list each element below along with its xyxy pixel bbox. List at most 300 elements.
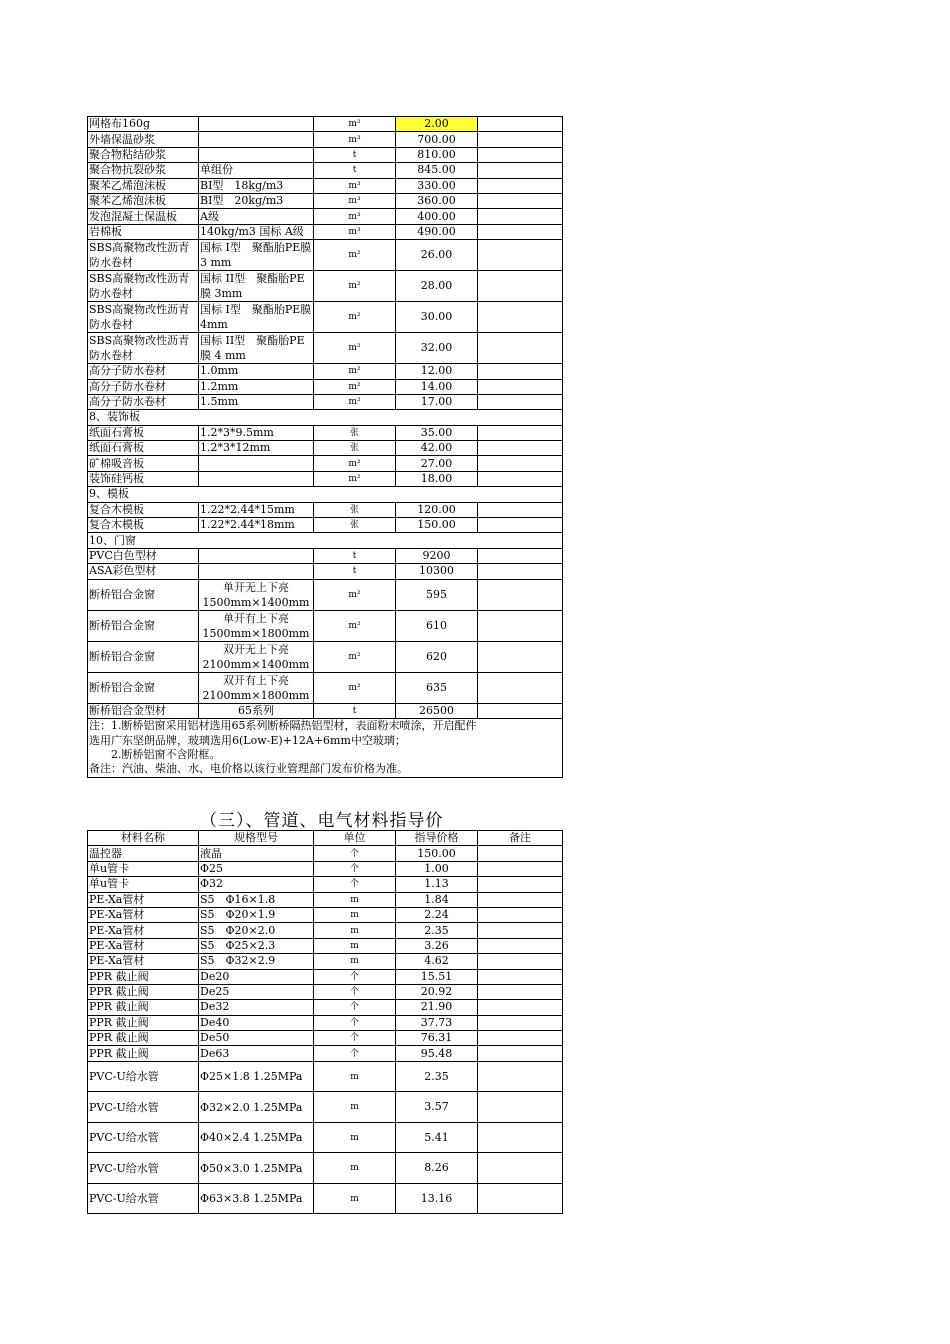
note-text: 2.断桥铝窗不含附框。: [88, 748, 563, 762]
cell-unit: m³: [314, 132, 396, 147]
cell-remark: [478, 1061, 563, 1092]
cell-spec: Φ32: [199, 877, 314, 892]
cell-remark: [478, 333, 563, 364]
cell-remark: [478, 564, 563, 579]
cell-spec: [199, 456, 314, 471]
header-price: 指导价格: [396, 831, 478, 846]
cell-name: SBS高聚物改性沥青防水卷材: [88, 271, 199, 302]
cell-spec: S5 Φ25×2.3: [199, 938, 314, 953]
cell-name: 发泡混凝土保温板: [88, 209, 199, 224]
cell-spec: Φ32×2.0 1.25MPa: [199, 1092, 314, 1123]
cell-unit: m: [314, 1122, 396, 1153]
cell-unit: t: [314, 703, 396, 718]
cell-unit: m: [314, 1183, 396, 1214]
header-spec: 规格型号: [199, 831, 314, 846]
cell-name: 聚苯乙烯泡沫板: [88, 193, 199, 208]
section-heading-row: [88, 533, 563, 548]
cell-name: PPR 截止阀: [88, 1046, 199, 1061]
cell-name: 断桥铝合金窗: [88, 579, 199, 610]
table-row: [88, 1031, 563, 1046]
table-row: [88, 564, 563, 579]
table-row: [88, 518, 563, 533]
cell-price: 2.35: [396, 1061, 478, 1092]
cell-price: 14.00: [396, 379, 478, 394]
cell-unit: 个: [314, 861, 396, 876]
table-row: [88, 379, 563, 394]
cell-spec: 1.2mm: [199, 379, 314, 394]
cell-spec: Φ25: [199, 861, 314, 876]
cell-price: 120.00: [396, 502, 478, 517]
cell-name: 纸面石膏板: [88, 425, 199, 440]
cell-price: 37.73: [396, 1015, 478, 1030]
table-row: [88, 846, 563, 861]
cell-price: 8.26: [396, 1153, 478, 1184]
cell-remark: [478, 938, 563, 953]
note-row: [88, 718, 563, 733]
table-row: [88, 456, 563, 471]
table-row: [88, 178, 563, 193]
cell-remark: [478, 1153, 563, 1184]
section-title: （三）、管道、电气材料指导价: [200, 811, 444, 831]
cell-name: PPR 截止阀: [88, 1015, 199, 1030]
cell-spec: De63: [199, 1046, 314, 1061]
table-row: [88, 147, 563, 162]
cell-spec: Φ50×3.0 1.25MPa: [199, 1153, 314, 1184]
cell-spec: [199, 564, 314, 579]
cell-unit: 个: [314, 1000, 396, 1015]
table-row: [88, 441, 563, 456]
cell-price: 700.00: [396, 132, 478, 147]
cell-price: 30.00: [396, 302, 478, 333]
section-heading: 9、模板: [88, 487, 563, 502]
table-row: [88, 672, 563, 703]
cell-name: SBS高聚物改性沥青防水卷材: [88, 302, 199, 333]
cell-price: 620: [396, 641, 478, 672]
cell-name: PPR 截止阀: [88, 1031, 199, 1046]
table-row: [88, 1000, 563, 1015]
note-text: 备注：汽油、柴油、水、电价格以该行业管理部门发布价格为准。: [88, 762, 563, 777]
cell-remark: [478, 117, 563, 132]
cell-price: 1.00: [396, 861, 478, 876]
cell-price: 2.24: [396, 907, 478, 922]
header-row: [88, 831, 563, 846]
cell-remark: [478, 1092, 563, 1123]
cell-unit: 个: [314, 984, 396, 999]
cell-spec: De32: [199, 1000, 314, 1015]
cell-unit: m²: [314, 471, 396, 486]
table-row: [88, 1046, 563, 1061]
cell-unit: m²: [314, 240, 396, 271]
cell-spec: 1.2*3*9.5mm: [199, 425, 314, 440]
cell-unit: m: [314, 1061, 396, 1092]
cell-price: 17.00: [396, 394, 478, 409]
table-row: [88, 163, 563, 178]
table-row: [88, 1061, 563, 1092]
cell-unit: m²: [314, 579, 396, 610]
cell-spec: De50: [199, 1031, 314, 1046]
cell-remark: [478, 224, 563, 239]
table-row: [88, 425, 563, 440]
table-row: [88, 907, 563, 922]
cell-name: 聚合物粘结砂浆: [88, 147, 199, 162]
cell-unit: m²: [314, 379, 396, 394]
cell-spec: Φ25×1.8 1.25MPa: [199, 1061, 314, 1092]
table-row: [88, 471, 563, 486]
cell-name: PE-Xa管材: [88, 923, 199, 938]
cell-remark: [478, 302, 563, 333]
cell-spec: 1.5mm: [199, 394, 314, 409]
cell-name: PVC-U给水管: [88, 1122, 199, 1153]
table-row: [88, 579, 563, 610]
cell-remark: [478, 163, 563, 178]
cell-unit: m: [314, 938, 396, 953]
cell-remark: [478, 984, 563, 999]
cell-unit: m²: [314, 364, 396, 379]
cell-price: 13.16: [396, 1183, 478, 1214]
cell-remark: [478, 907, 563, 922]
cell-unit: t: [314, 163, 396, 178]
cell-price: 42.00: [396, 441, 478, 456]
cell-remark: [478, 147, 563, 162]
table-row: [88, 548, 563, 563]
header-name: 材料名称: [88, 831, 199, 846]
cell-name: 高分子防水卷材: [88, 379, 199, 394]
cell-unit: 张: [314, 518, 396, 533]
cell-price: 26.00: [396, 240, 478, 271]
cell-remark: [478, 209, 563, 224]
table-row: [88, 224, 563, 239]
cell-unit: m²: [314, 672, 396, 703]
cell-spec: BI型 18kg/m3: [199, 178, 314, 193]
cell-price: 1.84: [396, 892, 478, 907]
note-row: [88, 762, 563, 777]
cell-unit: 个: [314, 846, 396, 861]
cell-name: PE-Xa管材: [88, 938, 199, 953]
cell-name: PVC-U给水管: [88, 1092, 199, 1123]
cell-name: PVC-U给水管: [88, 1183, 199, 1214]
cell-name: PE-Xa管材: [88, 907, 199, 922]
table-row: [88, 954, 563, 969]
cell-remark: [478, 877, 563, 892]
table-row: [88, 1092, 563, 1123]
cell-price: 490.00: [396, 224, 478, 239]
cell-name: 断桥铝合金窗: [88, 672, 199, 703]
cell-price: 35.00: [396, 425, 478, 440]
cell-spec: 双开无上下亮 2100mm×1400mm: [199, 641, 314, 672]
cell-spec: 液晶: [199, 846, 314, 861]
cell-name: PE-Xa管材: [88, 954, 199, 969]
cell-spec: 1.22*2.44*15mm: [199, 502, 314, 517]
cell-name: 岩棉板: [88, 224, 199, 239]
cell-spec: S5 Φ32×2.9: [199, 954, 314, 969]
cell-remark: [478, 240, 563, 271]
cell-unit: m²: [314, 456, 396, 471]
table-row: [88, 1015, 563, 1030]
section-heading: 10、门窗: [88, 533, 563, 548]
cell-price: 18.00: [396, 471, 478, 486]
cell-name: 断桥铝合金窗: [88, 610, 199, 641]
cell-unit: t: [314, 147, 396, 162]
cell-name: PPR 截止阀: [88, 969, 199, 984]
table-row: [88, 209, 563, 224]
cell-unit: m³: [314, 224, 396, 239]
cell-price: 95.48: [396, 1046, 478, 1061]
cell-spec: 1.2*3*12mm: [199, 441, 314, 456]
cell-name: 复合木模板: [88, 502, 199, 517]
cell-remark: [478, 441, 563, 456]
cell-unit: 个: [314, 877, 396, 892]
table-row: [88, 302, 563, 333]
materials-table-1: [87, 116, 563, 778]
table-row: [88, 240, 563, 271]
cell-spec: De40: [199, 1015, 314, 1030]
cell-remark: [478, 579, 563, 610]
cell-remark: [478, 861, 563, 876]
cell-price: 32.00: [396, 333, 478, 364]
cell-remark: [478, 1031, 563, 1046]
cell-remark: [478, 1122, 563, 1153]
cell-remark: [478, 1046, 563, 1061]
cell-price: 3.26: [396, 938, 478, 953]
cell-unit: m³: [314, 178, 396, 193]
cell-name: 断桥铝合金型材: [88, 703, 199, 718]
cell-remark: [478, 954, 563, 969]
cell-price: 845.00: [396, 163, 478, 178]
cell-remark: [478, 364, 563, 379]
cell-price: 330.00: [396, 178, 478, 193]
cell-remark: [478, 425, 563, 440]
cell-remark: [478, 518, 563, 533]
cell-price: 15.51: [396, 969, 478, 984]
cell-name: 装饰硅钙板: [88, 471, 199, 486]
cell-spec: Φ63×3.8 1.25MPa: [199, 1183, 314, 1214]
cell-name: SBS高聚物改性沥青防水卷材: [88, 333, 199, 364]
cell-unit: m: [314, 892, 396, 907]
cell-remark: [478, 846, 563, 861]
cell-name: 网格布160g: [88, 117, 199, 132]
table-row: [88, 333, 563, 364]
cell-remark: [478, 703, 563, 718]
cell-name: 复合木模板: [88, 518, 199, 533]
table-row: [88, 1122, 563, 1153]
section-heading: 8、装饰板: [88, 410, 563, 425]
cell-name: SBS高聚物改性沥青防水卷材: [88, 240, 199, 271]
cell-unit: 张: [314, 425, 396, 440]
cell-unit: 个: [314, 1015, 396, 1030]
table-row: [88, 364, 563, 379]
cell-spec: [199, 548, 314, 563]
cell-price: 810.00: [396, 147, 478, 162]
cell-remark: [478, 548, 563, 563]
cell-price: 76.31: [396, 1031, 478, 1046]
cell-name: PPR 截止阀: [88, 984, 199, 999]
cell-spec: 1.0mm: [199, 364, 314, 379]
table-row: [88, 117, 563, 132]
cell-name: 矿棉吸音板: [88, 456, 199, 471]
cell-unit: m: [314, 1092, 396, 1123]
cell-price: 27.00: [396, 456, 478, 471]
cell-name: ASA彩色型材: [88, 564, 199, 579]
table-row: [88, 938, 563, 953]
cell-unit: m: [314, 954, 396, 969]
table-row: [88, 193, 563, 208]
cell-remark: [478, 456, 563, 471]
cell-remark: [478, 923, 563, 938]
cell-spec: Φ40×2.4 1.25MPa: [199, 1122, 314, 1153]
cell-price: 1.13: [396, 877, 478, 892]
cell-name: PVC白色型材: [88, 548, 199, 563]
table-row: [88, 984, 563, 999]
cell-unit: 个: [314, 969, 396, 984]
cell-remark: [478, 394, 563, 409]
cell-remark: [478, 610, 563, 641]
cell-spec: [199, 147, 314, 162]
table-row: [88, 641, 563, 672]
table-row: [88, 394, 563, 409]
table-row: [88, 1153, 563, 1184]
cell-price: 21.90: [396, 1000, 478, 1015]
cell-price: 150.00: [396, 518, 478, 533]
cell-name: 高分子防水卷材: [88, 364, 199, 379]
cell-spec: 国标 I型 聚酯胎PE膜 3 mm: [199, 240, 314, 271]
cell-unit: m²: [314, 641, 396, 672]
cell-remark: [478, 1000, 563, 1015]
cell-price: 595: [396, 579, 478, 610]
cell-remark: [478, 471, 563, 486]
materials-table-2: [87, 830, 563, 1214]
cell-spec: 140kg/m3 国标 A级: [199, 224, 314, 239]
cell-name: 聚合物抗裂砂浆: [88, 163, 199, 178]
cell-unit: t: [314, 564, 396, 579]
note-text: 注：1.断桥铝窗采用铝材选用65系列断桥隔热铝型材，表面粉末喷涂，开启配件: [88, 718, 563, 733]
cell-remark: [478, 271, 563, 302]
section-heading-row: [88, 410, 563, 425]
cell-name: 高分子防水卷材: [88, 394, 199, 409]
cell-name: 聚苯乙烯泡沫板: [88, 178, 199, 193]
table-row: [88, 969, 563, 984]
cell-price: 4.62: [396, 954, 478, 969]
cell-price: 360.00: [396, 193, 478, 208]
cell-unit: 张: [314, 502, 396, 517]
cell-spec: [199, 132, 314, 147]
table-row: [88, 271, 563, 302]
cell-price: 2.35: [396, 923, 478, 938]
cell-unit: m²: [314, 610, 396, 641]
cell-unit: m³: [314, 209, 396, 224]
cell-spec: 双开有上下亮 2100mm×1800mm: [199, 672, 314, 703]
cell-spec: S5 Φ20×1.9: [199, 907, 314, 922]
cell-remark: [478, 892, 563, 907]
cell-name: PE-Xa管材: [88, 892, 199, 907]
cell-unit: m²: [314, 117, 396, 132]
table-row: [88, 610, 563, 641]
note-row: [88, 733, 563, 747]
cell-remark: [478, 969, 563, 984]
cell-unit: 个: [314, 1046, 396, 1061]
cell-price: 635: [396, 672, 478, 703]
cell-remark: [478, 132, 563, 147]
cell-spec: S5 Φ20×2.0: [199, 923, 314, 938]
cell-remark: [478, 672, 563, 703]
cell-unit: 个: [314, 1031, 396, 1046]
cell-spec: [199, 471, 314, 486]
cell-spec: De20: [199, 969, 314, 984]
cell-remark: [478, 1015, 563, 1030]
cell-price: 2.00: [396, 117, 478, 132]
note-text: 选用广东坚朗品牌，玻璃选用6(Low-E)+12A+6mm中空玻璃；: [88, 733, 563, 747]
cell-unit: m²: [314, 333, 396, 364]
cell-name: 单u管卡: [88, 877, 199, 892]
cell-unit: 张: [314, 441, 396, 456]
table-row: [88, 132, 563, 147]
table-row: [88, 877, 563, 892]
cell-spec: BI型 20kg/m3: [199, 193, 314, 208]
cell-remark: [478, 502, 563, 517]
table-row: [88, 502, 563, 517]
cell-price: 28.00: [396, 271, 478, 302]
cell-price: 610: [396, 610, 478, 641]
cell-price: 5.41: [396, 1122, 478, 1153]
cell-unit: t: [314, 548, 396, 563]
cell-price: 400.00: [396, 209, 478, 224]
cell-price: 3.57: [396, 1092, 478, 1123]
table-row: [88, 1183, 563, 1214]
table-row: [88, 923, 563, 938]
cell-name: PVC-U给水管: [88, 1153, 199, 1184]
cell-spec: 单开无上下亮 1500mm×1400mm: [199, 579, 314, 610]
cell-spec: 国标 I型 聚酯胎PE膜 4mm: [199, 302, 314, 333]
cell-remark: [478, 193, 563, 208]
cell-spec: 1.22*2.44*18mm: [199, 518, 314, 533]
cell-spec: 单组份: [199, 163, 314, 178]
cell-price: 12.00: [396, 364, 478, 379]
cell-unit: m: [314, 907, 396, 922]
table-row: [88, 703, 563, 718]
cell-price: 26500: [396, 703, 478, 718]
cell-spec: 65系列: [199, 703, 314, 718]
cell-spec: 国标 II型 聚酯胎PE膜 3mm: [199, 271, 314, 302]
cell-spec: 单开有上下亮 1500mm×1800mm: [199, 610, 314, 641]
note-row: [88, 748, 563, 762]
cell-price: 150.00: [396, 846, 478, 861]
cell-name: 断桥铝合金窗: [88, 641, 199, 672]
cell-unit: m²: [314, 302, 396, 333]
cell-unit: m²: [314, 271, 396, 302]
cell-unit: m: [314, 1153, 396, 1184]
cell-remark: [478, 641, 563, 672]
cell-unit: m³: [314, 193, 396, 208]
header-unit: 单位: [314, 831, 396, 846]
cell-unit: m: [314, 923, 396, 938]
cell-unit: m²: [314, 394, 396, 409]
cell-remark: [478, 1183, 563, 1214]
cell-spec: De25: [199, 984, 314, 999]
cell-name: 温控器: [88, 846, 199, 861]
cell-spec: [199, 117, 314, 132]
header-remark: 备注: [478, 831, 563, 846]
cell-name: PVC-U给水管: [88, 1061, 199, 1092]
cell-remark: [478, 178, 563, 193]
cell-name: 单u管卡: [88, 861, 199, 876]
cell-price: 10300: [396, 564, 478, 579]
cell-spec: 国标 II型 聚酯胎PE膜 4 mm: [199, 333, 314, 364]
cell-name: PPR 截止阀: [88, 1000, 199, 1015]
cell-price: 20.92: [396, 984, 478, 999]
cell-name: 外墙保温砂浆: [88, 132, 199, 147]
cell-remark: [478, 379, 563, 394]
cell-price: 9200: [396, 548, 478, 563]
cell-spec: S5 Φ16×1.8: [199, 892, 314, 907]
